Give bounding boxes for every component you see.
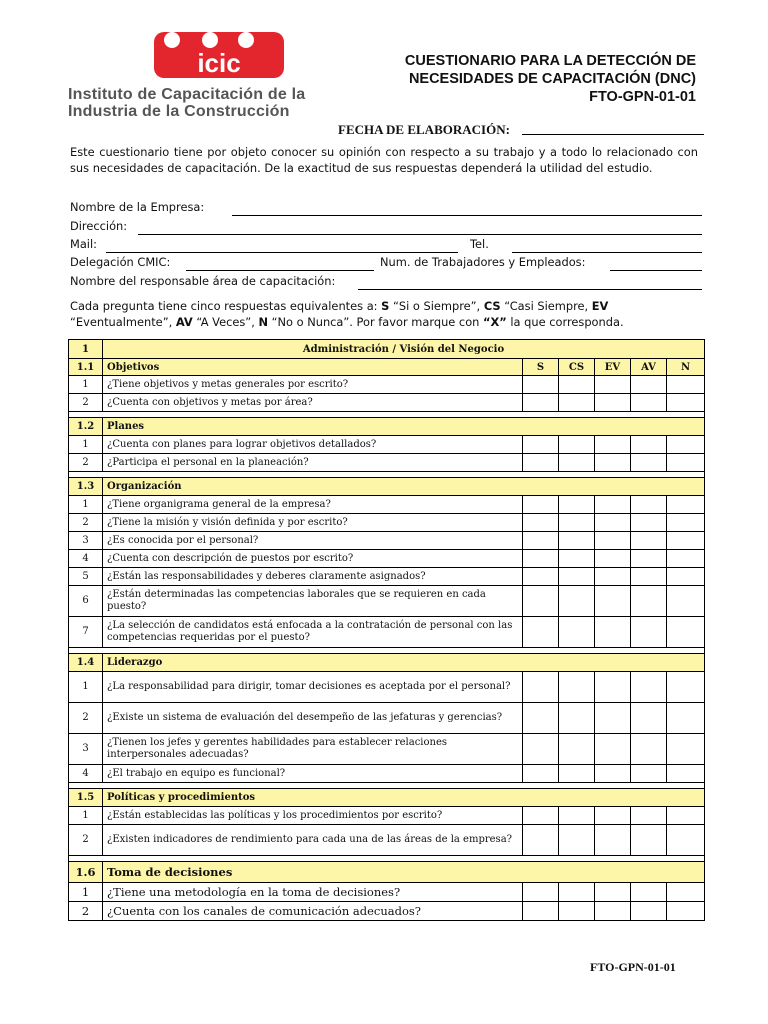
title-line1: CUESTIONARIO PARA LA DETECCIÓN DE <box>404 53 696 69</box>
answer-cell-s[interactable] <box>523 550 559 568</box>
column-header-s: S <box>523 359 559 376</box>
num-trabajadores-field[interactable] <box>610 270 702 271</box>
answer-cell-cs[interactable] <box>559 825 595 856</box>
answer-cell-cs[interactable] <box>559 550 595 568</box>
group-number: 1.3 <box>69 478 103 496</box>
note-x-code: “X” <box>483 315 507 329</box>
group-title: Planes <box>103 418 705 436</box>
note-cs-text: “Casi Siempre, <box>500 299 592 313</box>
answer-cell-s[interactable] <box>523 672 559 703</box>
institute-name-line1: Instituto de Capacitación de la <box>68 86 306 103</box>
answer-cell-n[interactable] <box>667 454 705 472</box>
answer-cell-ev[interactable] <box>595 376 631 394</box>
note-s-code: S <box>381 299 390 313</box>
answer-cell-cs[interactable] <box>559 532 595 550</box>
answer-cell-n[interactable] <box>667 883 705 902</box>
answer-cell-ev[interactable] <box>595 734 631 765</box>
answer-cell-s[interactable] <box>523 883 559 902</box>
question-number: 6 <box>69 586 103 617</box>
answer-cell-s[interactable] <box>523 454 559 472</box>
question-number: 1 <box>69 672 103 703</box>
question-text: ¿Cuenta con descripción de puestos por escrito? <box>103 550 523 568</box>
note-n-text: “No o Nunca”. Por favor marque con <box>267 315 483 329</box>
mail-label: Mail: <box>70 237 97 251</box>
answer-cell-ev[interactable] <box>595 672 631 703</box>
answer-cell-ev[interactable] <box>595 902 631 921</box>
question-number: 4 <box>69 765 103 783</box>
answer-cell-cs[interactable] <box>559 376 595 394</box>
question-number: 1 <box>69 436 103 454</box>
answer-cell-ev[interactable] <box>595 825 631 856</box>
num-trabajadores-label: Num. de Trabajadores y Empleados: <box>380 255 586 269</box>
answer-cell-ev[interactable] <box>595 883 631 902</box>
answer-cell-av[interactable] <box>631 436 667 454</box>
note-cs-code: CS <box>483 299 501 313</box>
answer-cell-cs[interactable] <box>559 807 595 825</box>
answer-cell-av[interactable] <box>631 514 667 532</box>
answer-cell-cs[interactable] <box>559 902 595 921</box>
answer-cell-cs[interactable] <box>559 586 595 617</box>
answer-cell-av[interactable] <box>631 672 667 703</box>
note-n-code: N <box>258 315 268 329</box>
answer-cell-av[interactable] <box>631 532 667 550</box>
answer-cell-cs[interactable] <box>559 394 595 412</box>
question-row <box>69 550 705 568</box>
answer-cell-av[interactable] <box>631 902 667 921</box>
question-row <box>69 825 705 856</box>
group-title: Políticas y procedimientos <box>103 789 705 807</box>
question-row <box>69 807 705 825</box>
answer-cell-s[interactable] <box>523 765 559 783</box>
answer-cell-s[interactable] <box>523 703 559 734</box>
answer-cell-n[interactable] <box>667 765 705 783</box>
question-row <box>69 617 705 648</box>
question-number: 3 <box>69 532 103 550</box>
question-row <box>69 883 705 902</box>
direccion-label: Dirección: <box>70 219 128 233</box>
question-number: 2 <box>69 825 103 856</box>
answer-cell-cs[interactable] <box>559 734 595 765</box>
answer-cell-ev[interactable] <box>595 436 631 454</box>
note-ev-text: “Eventualmente”, <box>70 315 176 329</box>
answer-cell-ev[interactable] <box>595 454 631 472</box>
answer-cell-s[interactable] <box>523 617 559 648</box>
answer-cell-ev[interactable] <box>595 532 631 550</box>
answer-cell-av[interactable] <box>631 586 667 617</box>
question-number: 5 <box>69 568 103 586</box>
answer-cell-n[interactable] <box>667 496 705 514</box>
answer-instructions <box>70 298 698 330</box>
answer-cell-n[interactable] <box>667 568 705 586</box>
answer-cell-s[interactable] <box>523 436 559 454</box>
answer-cell-s[interactable] <box>523 734 559 765</box>
answer-cell-s[interactable] <box>523 825 559 856</box>
answer-cell-s[interactable] <box>523 376 559 394</box>
section-title: Administración / Visión del Negocio <box>103 340 705 359</box>
institute-name <box>68 86 305 120</box>
answer-cell-ev[interactable] <box>595 807 631 825</box>
answer-cell-s[interactable] <box>523 902 559 921</box>
answer-cell-n[interactable] <box>667 376 705 394</box>
answer-cell-ev[interactable] <box>595 550 631 568</box>
question-row <box>69 376 705 394</box>
question-row <box>69 703 705 734</box>
question-text: ¿Tiene objetivos y metas generales por escrito? <box>103 376 523 394</box>
column-header-n: N <box>667 359 705 376</box>
answer-cell-ev[interactable] <box>595 765 631 783</box>
question-text: ¿Cuenta con planes para lograr objetivos detallados? <box>103 436 523 454</box>
answer-cell-av[interactable] <box>631 765 667 783</box>
footer-code: FTO-GPN-01-01 <box>590 960 676 974</box>
question-number: 2 <box>69 514 103 532</box>
group-header-row <box>69 789 705 807</box>
note-av-text: “A Veces”, <box>192 315 259 329</box>
answer-cell-ev[interactable] <box>595 568 631 586</box>
logo-mark-text: icic <box>197 48 241 78</box>
answer-cell-ev[interactable] <box>595 514 631 532</box>
question-text: ¿La responsabilidad para dirigir, tomar decisiones es aceptada por el personal? <box>103 672 523 703</box>
group-header-row <box>69 654 705 672</box>
note-av-code: AV <box>175 315 193 329</box>
question-number: 1 <box>69 376 103 394</box>
question-number: 1 <box>69 496 103 514</box>
answer-cell-s[interactable] <box>523 807 559 825</box>
answer-cell-cs[interactable] <box>559 672 595 703</box>
answer-cell-av[interactable] <box>631 376 667 394</box>
answer-cell-av[interactable] <box>631 496 667 514</box>
question-row <box>69 765 705 783</box>
question-text: ¿Existe un sistema de evaluación del desempeño de las jefaturas y gerencias? <box>103 703 523 734</box>
answer-cell-s[interactable] <box>523 496 559 514</box>
group-header-row <box>69 478 705 496</box>
answer-cell-cs[interactable] <box>559 514 595 532</box>
question-text: ¿Tiene organigrama general de la empresa? <box>103 496 523 514</box>
question-row <box>69 514 705 532</box>
answer-cell-s[interactable] <box>523 394 559 412</box>
answer-cell-cs[interactable] <box>559 496 595 514</box>
answer-cell-av[interactable] <box>631 550 667 568</box>
answer-cell-cs[interactable] <box>559 568 595 586</box>
question-row <box>69 672 705 703</box>
question-row <box>69 454 705 472</box>
title-line2: NECESIDADES DE CAPACITACIÓN (DNC) <box>408 71 696 87</box>
question-number: 2 <box>69 703 103 734</box>
answer-cell-n[interactable] <box>667 902 705 921</box>
group-number: 1.6 <box>69 862 103 883</box>
document-title <box>330 52 696 106</box>
group-number: 1.5 <box>69 789 103 807</box>
section-header-row <box>69 340 705 359</box>
question-text: ¿Están las responsabilidades y deberes claramente asignados? <box>103 568 523 586</box>
question-number: 7 <box>69 617 103 648</box>
question-number: 2 <box>69 902 103 921</box>
answer-cell-av[interactable] <box>631 394 667 412</box>
answer-cell-av[interactable] <box>631 454 667 472</box>
question-number: 1 <box>69 807 103 825</box>
answer-cell-n[interactable] <box>667 586 705 617</box>
answer-cell-av[interactable] <box>631 617 667 648</box>
question-number: 2 <box>69 394 103 412</box>
question-row <box>69 496 705 514</box>
answer-cell-s[interactable] <box>523 532 559 550</box>
question-text: ¿El trabajo en equipo es funcional? <box>103 765 523 783</box>
title-code: FTO-GPN-01-01 <box>589 89 696 105</box>
group-title: Toma de decisiones <box>103 862 705 883</box>
empresa-label: Nombre de la Empresa: <box>70 200 205 214</box>
group-title: Organización <box>103 478 705 496</box>
answer-cell-cs[interactable] <box>559 436 595 454</box>
tel-field[interactable] <box>512 252 702 253</box>
responsable-field[interactable] <box>358 289 702 290</box>
answer-cell-ev[interactable] <box>595 394 631 412</box>
question-row <box>69 568 705 586</box>
group-number: 1.4 <box>69 654 103 672</box>
question-number: 3 <box>69 734 103 765</box>
group-header-row <box>69 418 705 436</box>
answer-cell-ev[interactable] <box>595 496 631 514</box>
answer-cell-cs[interactable] <box>559 703 595 734</box>
group-title: Liderazgo <box>103 654 705 672</box>
group-number: 1.1 <box>69 359 103 376</box>
question-text: ¿Cuenta con los canales de comunicación adecuados? <box>103 902 523 921</box>
fecha-label: FECHA DE ELABORACIÓN: <box>338 122 510 137</box>
question-text: ¿Existen indicadores de rendimiento para cada una de las áreas de la empresa? <box>103 825 523 856</box>
group-header-row <box>69 359 705 376</box>
answer-cell-n[interactable] <box>667 436 705 454</box>
group-title: Objetivos <box>103 359 523 376</box>
column-header-ev: EV <box>595 359 631 376</box>
empresa-field[interactable] <box>232 215 702 216</box>
question-row <box>69 436 705 454</box>
answer-cell-s[interactable] <box>523 568 559 586</box>
column-header-cs: CS <box>559 359 595 376</box>
question-text: ¿Participa el personal en la planeación? <box>103 454 523 472</box>
group-number: 1.2 <box>69 418 103 436</box>
intro-paragraph: Este cuestionario tiene por objeto conocer su opinión con respecto a su trabajo y a todo lo relacionado con sus necesidades de capacitación. De la exactitud de sus respuestas dependerá la utilidad del estudio. <box>70 145 698 175</box>
question-text: ¿Están establecidas las políticas y los procedimientos por escrito? <box>103 807 523 825</box>
answer-cell-av[interactable] <box>631 883 667 902</box>
answer-cell-ev[interactable] <box>595 586 631 617</box>
question-row <box>69 734 705 765</box>
answer-cell-ev[interactable] <box>595 617 631 648</box>
note-ev-code: EV <box>591 299 609 313</box>
answer-cell-s[interactable] <box>523 586 559 617</box>
direccion-field[interactable] <box>138 234 702 235</box>
institute-name-line2: Industria de la Construcción <box>68 103 290 120</box>
fecha-input-line[interactable] <box>522 134 704 135</box>
answer-cell-av[interactable] <box>631 807 667 825</box>
section-number: 1 <box>69 340 103 359</box>
question-text: ¿Están determinadas las competencias laborales que se requieren en cada puesto? <box>103 586 523 617</box>
answer-cell-n[interactable] <box>667 734 705 765</box>
answer-cell-n[interactable] <box>667 394 705 412</box>
question-row <box>69 586 705 617</box>
question-text: ¿Tienen los jefes y gerentes habilidades para establecer relaciones interpersonales adecuadas? <box>103 734 523 765</box>
tel-label: Tel. <box>470 237 489 251</box>
question-number: 2 <box>69 454 103 472</box>
note-pre: Cada pregunta tiene cinco respuestas equivalentes a: <box>70 299 382 313</box>
note-post: la que corresponda. <box>506 315 624 329</box>
question-text: ¿Cuenta con objetivos y metas por área? <box>103 394 523 412</box>
answer-cell-n[interactable] <box>667 617 705 648</box>
answer-cell-n[interactable] <box>667 703 705 734</box>
delegacion-label: Delegación CMIC: <box>70 255 171 269</box>
answer-cell-cs[interactable] <box>559 883 595 902</box>
answer-cell-av[interactable] <box>631 734 667 765</box>
question-text: ¿Tiene la misión y visión definida y por escrito? <box>103 514 523 532</box>
answer-cell-s[interactable] <box>523 514 559 532</box>
answer-cell-n[interactable] <box>667 672 705 703</box>
answer-cell-av[interactable] <box>631 825 667 856</box>
mail-field[interactable] <box>106 252 458 253</box>
group-header-row <box>69 862 705 883</box>
icic-logo-mark <box>154 30 284 80</box>
answer-cell-n[interactable] <box>667 532 705 550</box>
answer-cell-ev[interactable] <box>595 703 631 734</box>
question-number: 1 <box>69 883 103 902</box>
answer-cell-cs[interactable] <box>559 454 595 472</box>
question-text: ¿Es conocida por el personal? <box>103 532 523 550</box>
questionnaire-table <box>68 339 705 921</box>
question-row <box>69 532 705 550</box>
responsable-label: Nombre del responsable área de capacitación: <box>70 274 336 288</box>
answer-cell-av[interactable] <box>631 568 667 586</box>
note-s-text: “Si o Siempre”, <box>389 299 484 313</box>
question-text: ¿La selección de candidatos está enfocada a la contratación de personal con las competencias requeridas por el puesto? <box>103 617 523 648</box>
answer-cell-n[interactable] <box>667 807 705 825</box>
answer-cell-n[interactable] <box>667 550 705 568</box>
question-number: 4 <box>69 550 103 568</box>
answer-cell-cs[interactable] <box>559 617 595 648</box>
question-row <box>69 394 705 412</box>
answer-cell-n[interactable] <box>667 825 705 856</box>
delegacion-field[interactable] <box>186 270 374 271</box>
answer-cell-n[interactable] <box>667 514 705 532</box>
answer-cell-av[interactable] <box>631 703 667 734</box>
question-text: ¿Tiene una metodología en la toma de decisiones? <box>103 883 523 902</box>
column-header-av: AV <box>631 359 667 376</box>
logo <box>68 30 313 125</box>
question-row <box>69 902 705 921</box>
answer-cell-cs[interactable] <box>559 765 595 783</box>
